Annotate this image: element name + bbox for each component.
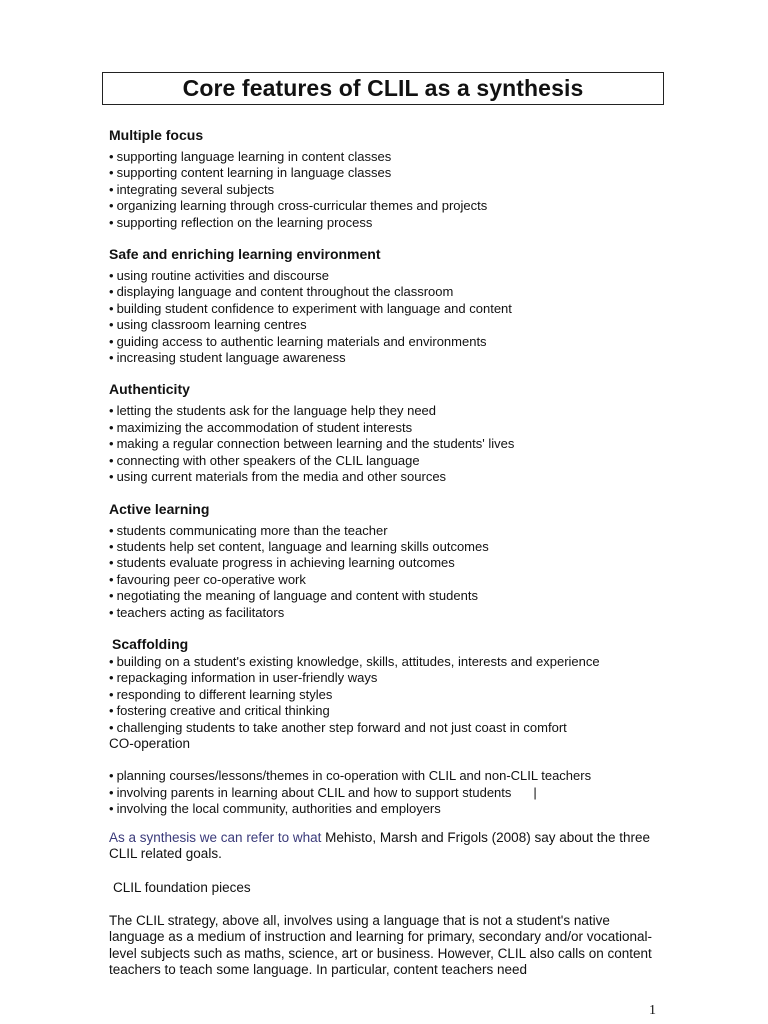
bullet-marker: • xyxy=(109,333,114,349)
feature-sections xyxy=(109,126,669,736)
list-item xyxy=(109,588,669,604)
section-heading: Active learning xyxy=(109,500,210,517)
content-body xyxy=(109,126,669,978)
list-item xyxy=(109,182,669,198)
list-item-text: planning courses/lessons/themes in co-operation with CLIL and non-CLIL teachers xyxy=(116,768,592,784)
list-item xyxy=(109,605,669,621)
list-item xyxy=(109,654,669,670)
bullet-marker: • xyxy=(109,670,114,686)
list-item xyxy=(109,350,669,366)
synthesis-lead: As a synthesis we can refer to what xyxy=(109,829,322,845)
list-item xyxy=(109,284,669,300)
list-item-text: guiding access to authentic learning materials and environments xyxy=(116,333,487,349)
list-item-text: students evaluate progress in achieving learning outcomes xyxy=(116,555,455,571)
list-item-text: connecting with other speakers of the CLIL language xyxy=(116,452,420,468)
list-item-text: supporting content learning in language classes xyxy=(116,165,392,181)
list-item xyxy=(109,165,669,181)
list-item xyxy=(109,720,669,736)
list-item xyxy=(109,687,669,703)
bullet-marker: • xyxy=(109,538,114,554)
list-item-text: building student confidence to experiment with language and content xyxy=(116,300,512,316)
section-active-learning xyxy=(109,500,669,621)
page-number: 1 xyxy=(649,1003,656,1018)
list-item-text: letting the students ask for the language help they need xyxy=(116,403,437,419)
list-item xyxy=(109,539,669,555)
list-item-text: organizing learning through cross-curricular themes and projects xyxy=(116,198,488,214)
list-item-text: making a regular connection between learning and the students' lives xyxy=(116,436,515,452)
section-heading: Multiple focus xyxy=(109,127,204,143)
bullet-marker: • xyxy=(109,317,114,333)
bullet-list xyxy=(109,403,669,485)
list-item xyxy=(109,523,669,539)
cooperation-list xyxy=(109,768,669,817)
list-item xyxy=(109,317,669,333)
bullet-marker: • xyxy=(109,768,114,784)
bullet-marker: • xyxy=(109,452,114,468)
bullet-list xyxy=(109,654,669,736)
bullet-marker: • xyxy=(109,268,114,284)
section-multiple-focus xyxy=(109,126,669,231)
section-heading: Authenticity xyxy=(109,381,190,398)
list-item-text: supporting language learning in content classes xyxy=(116,149,392,164)
list-item xyxy=(109,555,669,571)
section-safe-and-enriching-learning-environment xyxy=(109,245,669,366)
list-item xyxy=(109,268,669,284)
list-item-text: involving parents in learning about CLIL and how to support students xyxy=(116,784,512,800)
list-item-text: favouring peer co-operative work xyxy=(116,571,306,587)
list-item xyxy=(109,703,669,719)
list-item xyxy=(109,403,669,419)
bullet-marker: • xyxy=(109,214,114,230)
list-item xyxy=(109,801,669,817)
section-scaffolding xyxy=(109,635,669,736)
section-heading: Scaffolding xyxy=(112,635,189,652)
bullet-marker: • xyxy=(109,300,114,316)
bullet-marker: • xyxy=(109,403,114,419)
list-item xyxy=(109,670,669,686)
list-item xyxy=(109,785,669,801)
list-item xyxy=(109,453,669,469)
bullet-marker: • xyxy=(109,284,114,300)
list-item-text: fostering creative and critical thinking xyxy=(116,703,330,719)
bullet-marker: • xyxy=(109,588,114,604)
list-item xyxy=(109,215,669,231)
bullet-marker: • xyxy=(109,419,114,435)
bullet-marker: • xyxy=(109,653,114,669)
list-item-text: challenging students to take another step forward and not just coast in comfort xyxy=(116,719,567,735)
bullet-marker: • xyxy=(109,469,114,485)
body-paragraph: The CLIL strategy, above all, involves using a language that is not a student's native language as a medium of instruction and learning for primary, secondary and/or vocational-level subjects such as maths, science, art or business. However, CLIL also calls on content teachers to teach some language. In particular, content teachers need xyxy=(109,913,653,977)
list-item-text: building on a student's existing knowledge, skills, attitudes, interests and experience xyxy=(116,653,600,669)
list-item xyxy=(109,572,669,588)
list-item xyxy=(109,768,669,784)
bullet-list xyxy=(109,149,669,231)
list-item-text: responding to different learning styles xyxy=(116,686,333,702)
list-item-text: using current materials from the media and other sources xyxy=(116,469,447,485)
list-item-text: increasing student language awareness xyxy=(116,350,346,366)
list-item-text: repackaging information in user-friendly ways xyxy=(116,670,378,686)
foundation-heading: CLIL foundation pieces xyxy=(113,879,251,895)
list-item-text: students help set content, language and learning skills outcomes xyxy=(116,538,489,554)
list-item-text: maximizing the accommodation of student interests xyxy=(116,419,413,435)
section-heading: Safe and enriching learning environment xyxy=(109,246,381,263)
bullet-marker: • xyxy=(109,555,114,571)
text-cursor-mark: | xyxy=(533,784,537,800)
bullet-marker: • xyxy=(109,149,114,164)
list-item-text: integrating several subjects xyxy=(116,181,275,197)
list-item xyxy=(109,301,669,317)
list-item-text: using routine activities and discourse xyxy=(116,268,330,284)
bullet-marker: • xyxy=(109,686,114,702)
bullet-marker: • xyxy=(109,198,114,214)
list-item xyxy=(109,334,669,350)
bullet-marker: • xyxy=(109,784,114,800)
list-item-text: supporting reflection on the learning process xyxy=(116,214,373,230)
bullet-list xyxy=(109,268,669,366)
cooperation-label: CO-operation xyxy=(109,735,191,751)
list-item xyxy=(109,469,669,485)
bullet-marker: • xyxy=(109,165,114,181)
section-authenticity xyxy=(109,380,669,485)
list-item xyxy=(109,420,669,436)
list-item-text: students communicating more than the teacher xyxy=(116,522,388,538)
list-item-text: negotiating the meaning of language and content with students xyxy=(116,588,478,604)
list-item-text: involving the local community, authorities and employers xyxy=(116,801,441,817)
bullet-marker: • xyxy=(109,181,114,197)
list-item-text: using classroom learning centres xyxy=(116,317,307,333)
synthesis-rest: Mehisto, Marsh and Frigols (2008) say about the three CLIL related goals. xyxy=(109,829,651,862)
page-title: Core features of CLIL as a synthesis xyxy=(102,72,664,105)
list-item xyxy=(109,149,669,165)
list-item xyxy=(109,436,669,452)
list-item xyxy=(109,198,669,214)
list-item-text: displaying language and content throughout the classroom xyxy=(116,284,454,300)
bullet-marker: • xyxy=(109,703,114,719)
bullet-marker: • xyxy=(109,604,114,620)
bullet-marker: • xyxy=(109,522,114,538)
synthesis-sentence xyxy=(109,830,669,863)
bullet-marker: • xyxy=(109,801,114,817)
list-item-text: teachers acting as facilitators xyxy=(116,604,285,620)
bullet-marker: • xyxy=(109,571,114,587)
bullet-marker: • xyxy=(109,350,114,366)
bullet-marker: • xyxy=(109,436,114,452)
bullet-list xyxy=(109,523,669,621)
bullet-marker: • xyxy=(109,719,114,735)
